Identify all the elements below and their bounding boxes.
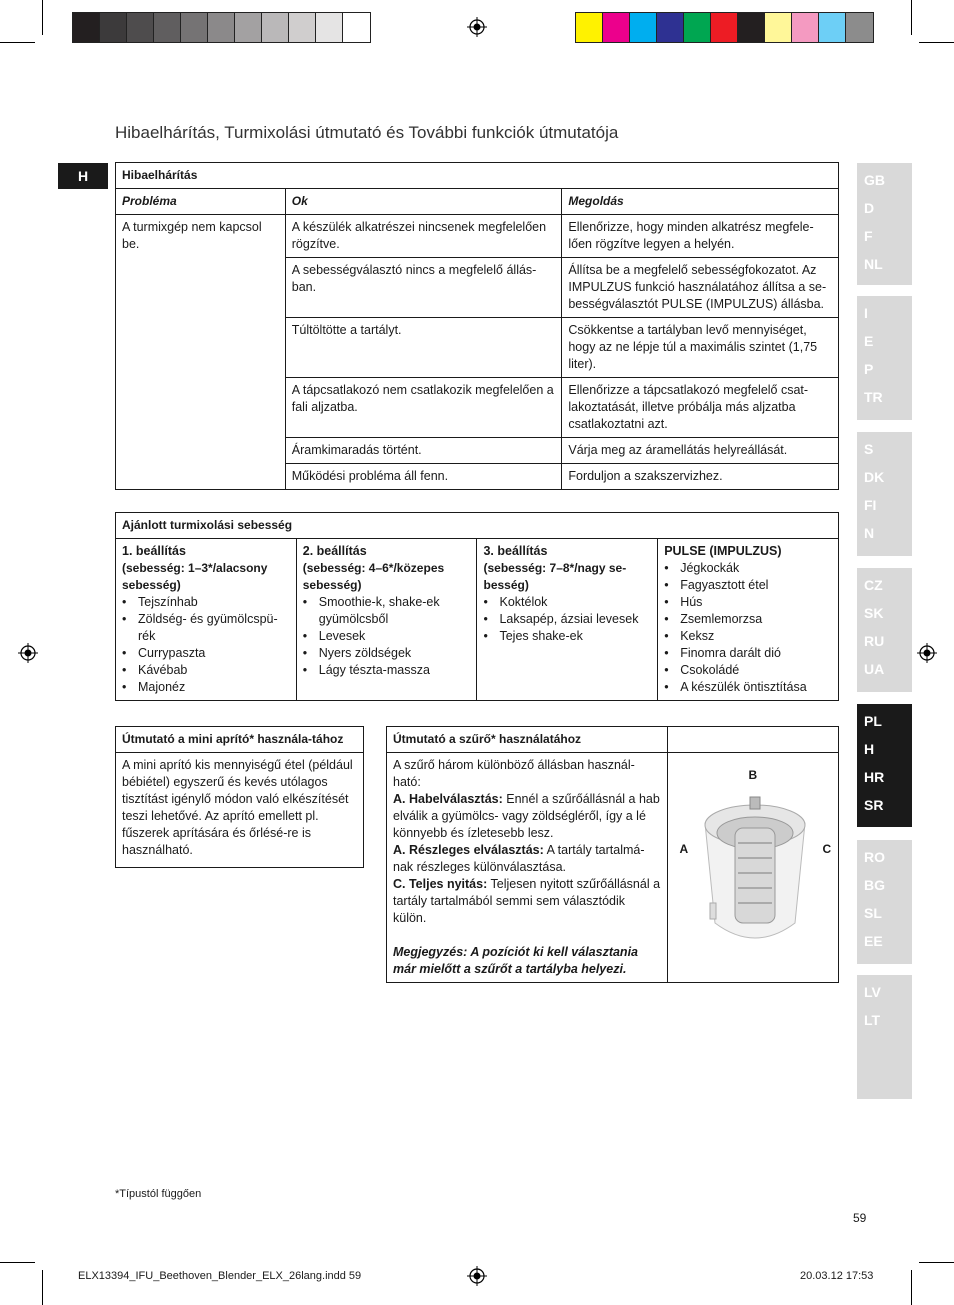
- color-swatch: [73, 13, 100, 42]
- process-color-bar: [575, 12, 874, 43]
- filter-option-label: A. Részleges elválasztás:: [393, 843, 544, 857]
- language-code: RO: [864, 849, 885, 865]
- speed-item-list: [664, 560, 832, 696]
- speed-column-subtitle: (sebesség: 7–8*/nagy se-besség): [483, 561, 627, 592]
- list-item: • Finomra darált dió: [680, 645, 832, 662]
- color-swatch: [684, 13, 711, 42]
- filter-heading: Útmutató a szűrő* használatához: [387, 727, 668, 753]
- language-code: GB: [864, 172, 885, 188]
- list-item: • Majonéz: [138, 679, 290, 696]
- filter-option-label: A. Habelválasztás:: [393, 792, 503, 806]
- list-item: • Hús: [680, 594, 832, 611]
- solution-cell: Várja meg az áramellátás helyreállását.: [562, 438, 839, 464]
- speed-table: [115, 512, 839, 701]
- filter-note: Megjegyzés: A pozíciót ki kell választania már mielőtt a szűrőt a tartályba helyezi.: [393, 945, 638, 976]
- list-item: • Zöldség- és gyümölcspü-rék: [138, 611, 290, 645]
- language-code: D: [864, 200, 875, 216]
- crop-mark: [911, 1270, 912, 1305]
- language-code: NL: [864, 256, 883, 272]
- cause-cell: A tápcsatlakozó nem csatlakozik megfelelően a fali aljzatba.: [285, 378, 562, 438]
- color-swatch: [576, 13, 603, 42]
- crop-mark: [919, 42, 954, 43]
- language-code: SR: [864, 797, 884, 813]
- list-item: • Currypaszta: [138, 645, 290, 662]
- column-header-solution: Megoldás: [562, 189, 839, 215]
- color-swatch: [738, 13, 765, 42]
- speed-item-list: [483, 594, 651, 645]
- filter-heading-empty: [668, 727, 839, 753]
- speed-column-subtitle: (sebesség: 4–6*/közepes sebesség): [302, 561, 445, 592]
- list-item: • Nyers zöldségek: [319, 645, 471, 662]
- color-swatch: [630, 13, 657, 42]
- file-info: ELX13394_IFU_Beethoven_Blender_ELX_26lang.indd 59: [78, 1270, 362, 1282]
- language-code: I: [864, 305, 868, 321]
- list-item: • A készülék öntisztítása: [680, 679, 832, 696]
- language-code: H: [864, 741, 875, 757]
- list-item: • Smoothie-k, shake-ek gyümölcsből: [319, 594, 471, 628]
- language-code: N: [864, 525, 875, 541]
- list-item: • Zsemlemorzsa: [680, 611, 832, 628]
- language-code: PL: [864, 713, 882, 729]
- list-item: • Kávébab: [138, 662, 290, 679]
- speed-column: [658, 539, 839, 701]
- color-swatch: [208, 13, 235, 42]
- page-title: Hibaelhárítás, Turmixolási útmutató és További funkciók útmutatója: [115, 123, 619, 142]
- footnote: *Típustól függően: [115, 1188, 202, 1200]
- figure-label-c: C: [822, 842, 832, 856]
- registration-mark-icon: [467, 1266, 487, 1286]
- solution-cell: Ellenőrizze, hogy minden alkatrész megfele-lően rögzítve legyen a helyén.: [562, 215, 839, 258]
- color-swatch: [819, 13, 846, 42]
- filter-figure-cell: [668, 753, 839, 983]
- troubleshooting-table: [115, 162, 839, 490]
- crop-mark: [0, 42, 35, 43]
- solution-cell: Állítsa be a megfelelő sebességfokozatot. Az IMPULZUS funkció használatához állítsa a se-bességválasztót PULSE (IMPULZUS) állásba.: [562, 258, 839, 318]
- list-item: • Fagyasztott étel: [680, 577, 832, 594]
- crop-mark: [0, 1262, 35, 1263]
- filter-option-a: [393, 791, 661, 842]
- color-swatch: [765, 13, 792, 42]
- language-code: TR: [864, 389, 883, 405]
- column-header-cause: Ok: [285, 189, 562, 215]
- color-swatch: [181, 13, 208, 42]
- filter-option-b: [393, 842, 661, 876]
- language-code: LV: [864, 984, 881, 1000]
- problem-cell: A turmixgép nem kapcsol be.: [116, 215, 286, 490]
- language-code: BG: [864, 877, 885, 893]
- table-row: [116, 539, 839, 701]
- troubleshooting-heading: Hibaelhárítás: [116, 163, 839, 189]
- language-code: S: [864, 441, 874, 457]
- mini-chopper-body: A mini aprító kis mennyiségű étel (például bébiétel) egyszerű és kevés utólagos tisztítást igénylő módon való elkészítését teszi lehetővé. Az aprító emellett pl. fűszerek aprítására és őrlésé-re is használható.: [116, 753, 364, 868]
- speed-column-title: 2. beállítás: [302, 544, 367, 558]
- filter-option-text: A tartály tartalmá-nak részleges különválasztása.: [393, 843, 645, 874]
- crop-mark: [919, 1262, 954, 1263]
- list-item: • Laksapép, ázsiai levesek: [499, 611, 651, 628]
- color-swatch: [235, 13, 262, 42]
- color-swatch: [792, 13, 819, 42]
- list-item: • Keksz: [680, 628, 832, 645]
- language-code: F: [864, 228, 873, 244]
- filter-table: [386, 726, 839, 983]
- color-swatch: [343, 13, 370, 42]
- list-item: • Tejszínhab: [138, 594, 290, 611]
- language-code: LT: [864, 1012, 881, 1028]
- color-swatch: [289, 13, 316, 42]
- color-swatch: [316, 13, 343, 42]
- solution-cell: Csökkentse a tartályban levő mennyiséget, hogy az ne lépje túl a maximális szintet (1,75 liter).: [562, 318, 839, 378]
- language-code: EE: [864, 933, 883, 949]
- language-code: DK: [864, 469, 885, 485]
- speed-column-title: 3. beállítás: [483, 544, 548, 558]
- solution-cell: Forduljon a szakszervizhez.: [562, 464, 839, 490]
- language-code: UA: [864, 661, 885, 677]
- cause-cell: A sebességválasztó nincs a megfelelő állás-ban.: [285, 258, 562, 318]
- cause-cell: Túltöltötte a tartályt.: [285, 318, 562, 378]
- color-swatch: [711, 13, 738, 42]
- speed-column: [477, 539, 658, 701]
- language-code: FI: [864, 497, 877, 513]
- registration-mark-icon: [18, 643, 38, 663]
- list-item: • Jégkockák: [680, 560, 832, 577]
- registration-mark-icon: [917, 643, 937, 663]
- section-tab: H: [58, 163, 108, 189]
- table-row: [116, 215, 839, 258]
- list-item: • Tejes shake-ek: [499, 628, 651, 645]
- color-swatch: [657, 13, 684, 42]
- filter-option-text: Ennél a szűrőállásnál a hab elválik a gyümölcs- vagy zöldségléről, így a lé könnyebb és ízletesebb lesz.: [393, 792, 660, 840]
- solution-cell: Ellenőrizze a tápcsatlakozó megfelelő csat-lakoztatását, illetve próbálja más aljzatba csatlakoztatni azt.: [562, 378, 839, 438]
- list-item: • Lágy tészta-massza: [319, 662, 471, 679]
- language-code: E: [864, 333, 874, 349]
- registration-mark-icon: [467, 17, 487, 37]
- speed-column-title: 1. beállítás: [122, 544, 186, 558]
- crop-mark: [42, 0, 43, 35]
- print-date: 20.03.12 17:53: [800, 1270, 874, 1282]
- speed-column: [296, 539, 477, 701]
- filter-option-label: C. Teljes nyitás:: [393, 877, 488, 891]
- speed-item-list: [122, 594, 290, 696]
- color-swatch: [100, 13, 127, 42]
- mini-chopper-table: [115, 726, 364, 868]
- cause-cell: Áramkimaradás történt.: [285, 438, 562, 464]
- language-code: P: [864, 361, 874, 377]
- filter-illustration-icon: [690, 783, 820, 953]
- speed-column-subtitle: (sebesség: 1–3*/alacsony sebesség): [122, 561, 268, 592]
- crop-mark: [42, 1270, 43, 1305]
- speed-heading: Ajánlott turmixolási sebesség: [116, 513, 839, 539]
- list-item: • Csokoládé: [680, 662, 832, 679]
- color-swatch: [846, 13, 873, 42]
- color-swatch: [127, 13, 154, 42]
- cause-cell: A készülék alkatrészei nincsenek megfelelően rögzítve.: [285, 215, 562, 258]
- list-item: • Koktélok: [499, 594, 651, 611]
- language-code: SL: [864, 905, 882, 921]
- filter-body: [387, 753, 668, 983]
- gray-color-bar: [72, 12, 371, 43]
- column-header-problem: Probléma: [116, 189, 286, 215]
- mini-chopper-heading: Útmutató a mini aprító* használa-tához: [116, 727, 364, 753]
- speed-item-list: [303, 594, 471, 679]
- language-code: RU: [864, 633, 885, 649]
- speed-column-title: PULSE (IMPULZUS): [664, 544, 782, 558]
- filter-option-c: [393, 876, 661, 927]
- cause-cell: Működési probléma áll fenn.: [285, 464, 562, 490]
- color-swatch: [262, 13, 289, 42]
- figure-label-b: B: [748, 768, 758, 782]
- list-item: • Levesek: [319, 628, 471, 645]
- color-swatch: [603, 13, 630, 42]
- page-number: 59: [853, 1211, 867, 1225]
- language-code: HR: [864, 769, 885, 785]
- crop-mark: [911, 0, 912, 35]
- color-swatch: [154, 13, 181, 42]
- language-code: SK: [864, 605, 884, 621]
- speed-column: [116, 539, 297, 701]
- figure-label-a: A: [679, 842, 689, 856]
- language-code: CZ: [864, 577, 883, 593]
- filter-intro: A szűrő három különböző állásban használ-ható:: [393, 758, 635, 789]
- filter-option-text: Teljesen nyitott szűrőállásnál a tartály tartalmából semmi sem választódik külön.: [393, 877, 661, 925]
